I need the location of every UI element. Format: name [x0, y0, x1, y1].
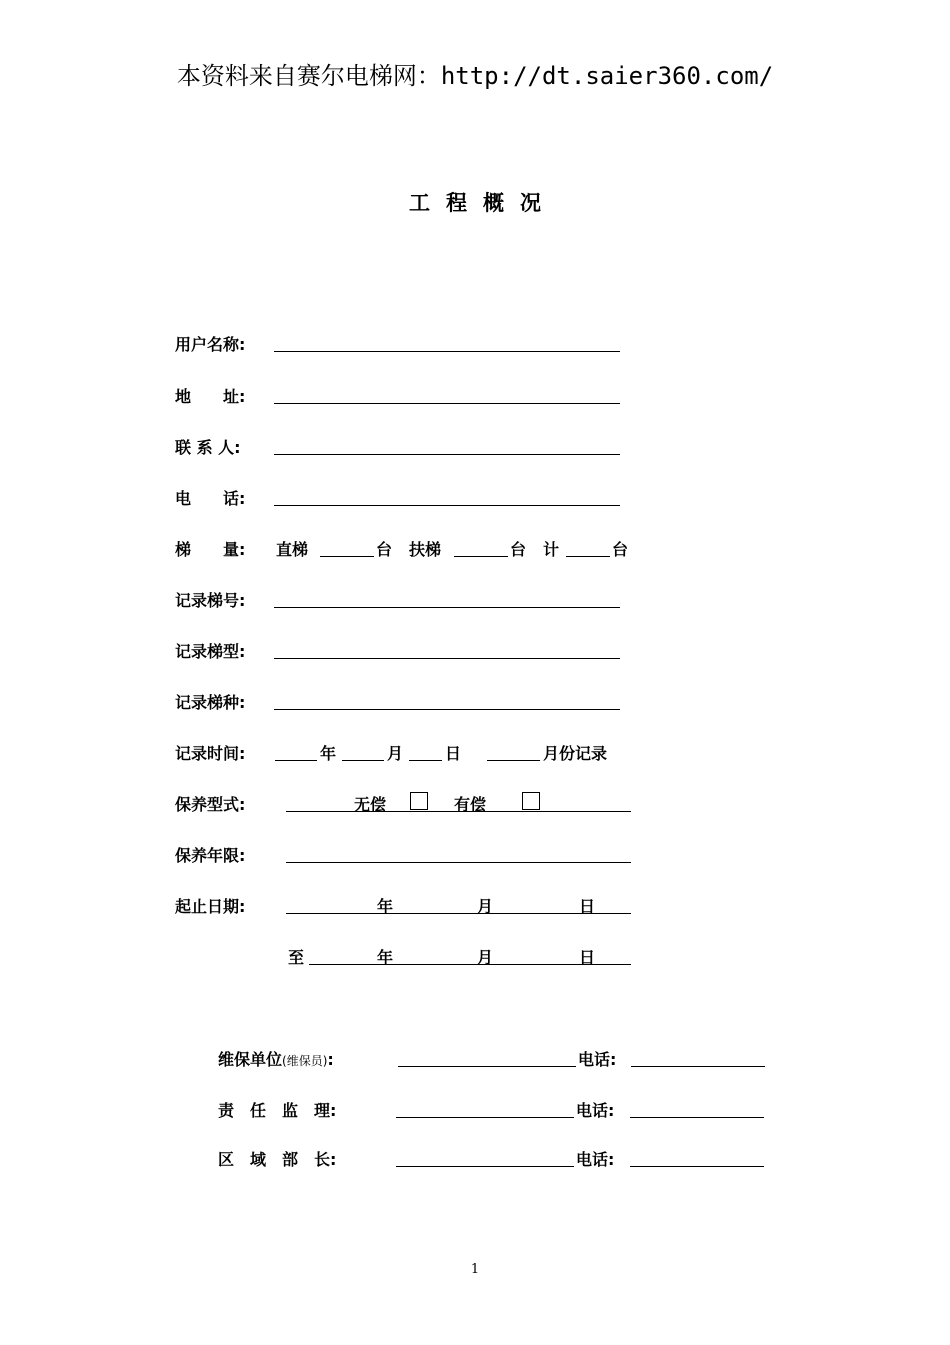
supervisor-line[interactable] — [396, 1117, 574, 1118]
contact-line[interactable] — [274, 454, 620, 455]
page-title: 工程概况 — [409, 191, 557, 215]
user-name-label: 用户名称: — [175, 335, 246, 354]
qty-total-label: 计 — [543, 540, 560, 559]
rec-year-line[interactable] — [275, 760, 317, 761]
start-end-label: 起止日期: — [175, 897, 246, 916]
maint-unit-colon: : — [327, 1050, 334, 1069]
to-label: 至 — [288, 948, 305, 967]
qty-escalator-label: 扶梯 — [409, 540, 442, 559]
end-day-unit: 日 — [579, 948, 596, 967]
start-day-unit: 日 — [579, 897, 596, 916]
phone-line[interactable] — [274, 505, 620, 506]
month-record-label: 月份记录 — [543, 744, 608, 763]
maint-unit-phone-label: 电话: — [578, 1050, 617, 1069]
source-header — [0, 56, 950, 91]
supervisor-phone-line[interactable] — [630, 1117, 764, 1118]
user-name-line[interactable] — [274, 351, 620, 352]
rec-no-line[interactable] — [274, 607, 620, 608]
source-url[interactable]: http://dt.saier360.com/ — [440, 62, 774, 90]
paid-checkbox[interactable] — [522, 792, 540, 810]
manager-line[interactable] — [396, 1166, 574, 1167]
maint-unit-line[interactable] — [398, 1066, 576, 1067]
rec-day-unit: 日 — [445, 744, 462, 763]
manager-phone-label: 电话: — [576, 1150, 615, 1169]
maint-unit-label — [218, 1047, 334, 1070]
source-text: 本资料来自赛尔电梯网： — [176, 62, 441, 90]
contact-label: 联 系 人: — [175, 438, 241, 457]
rec-no-label: 记录梯号: — [175, 591, 246, 610]
maint-years-line[interactable] — [286, 862, 631, 863]
rec-day-line[interactable] — [409, 760, 442, 761]
rec-time-label: 记录时间: — [175, 744, 246, 763]
rec-model-label: 记录梯型: — [175, 642, 246, 661]
end-month-unit: 月 — [477, 948, 494, 967]
address-line[interactable] — [274, 403, 620, 404]
qty-total-line[interactable] — [566, 556, 610, 557]
maint-staff-sub: (维保员) — [282, 1054, 328, 1068]
end-year-unit: 年 — [377, 948, 394, 967]
phone-label: 电 话: — [175, 489, 246, 508]
rec-model-line[interactable] — [274, 658, 620, 659]
maint-years-label: 保养年限: — [175, 846, 246, 865]
manager-label: 区 域 部 长: — [218, 1150, 337, 1169]
qty-unit-3: 台 — [612, 540, 629, 559]
maint-unit-phone-line[interactable] — [631, 1066, 765, 1067]
maint-form-label: 保养型式: — [175, 795, 246, 814]
rec-month-unit: 月 — [387, 744, 404, 763]
elevator-qty-label: 梯 量: — [175, 540, 246, 559]
qty-straight-label: 直梯 — [276, 540, 309, 559]
month-record-line[interactable] — [487, 760, 540, 761]
qty-unit-2: 台 — [510, 540, 527, 559]
rec-type-line[interactable] — [274, 709, 620, 710]
start-month-unit: 月 — [477, 897, 494, 916]
rec-type-label: 记录梯种: — [175, 693, 246, 712]
paid-label: 有偿 — [454, 795, 487, 814]
address-label: 地 址: — [175, 387, 246, 406]
manager-phone-line[interactable] — [630, 1166, 764, 1167]
page-number: 1 — [470, 1262, 480, 1277]
qty-unit-1: 台 — [376, 540, 393, 559]
start-year-unit: 年 — [377, 897, 394, 916]
rec-month-line[interactable] — [342, 760, 384, 761]
rec-year-unit: 年 — [320, 744, 337, 763]
supervisor-phone-label: 电话: — [576, 1101, 615, 1120]
supervisor-label: 责 任 监 理: — [218, 1101, 337, 1120]
maint-unit-text: 维保单位 — [218, 1050, 283, 1069]
qty-escalator-line[interactable] — [454, 556, 508, 557]
qty-straight-line[interactable] — [320, 556, 374, 557]
free-checkbox[interactable] — [410, 792, 428, 810]
free-label: 无偿 — [354, 795, 387, 814]
